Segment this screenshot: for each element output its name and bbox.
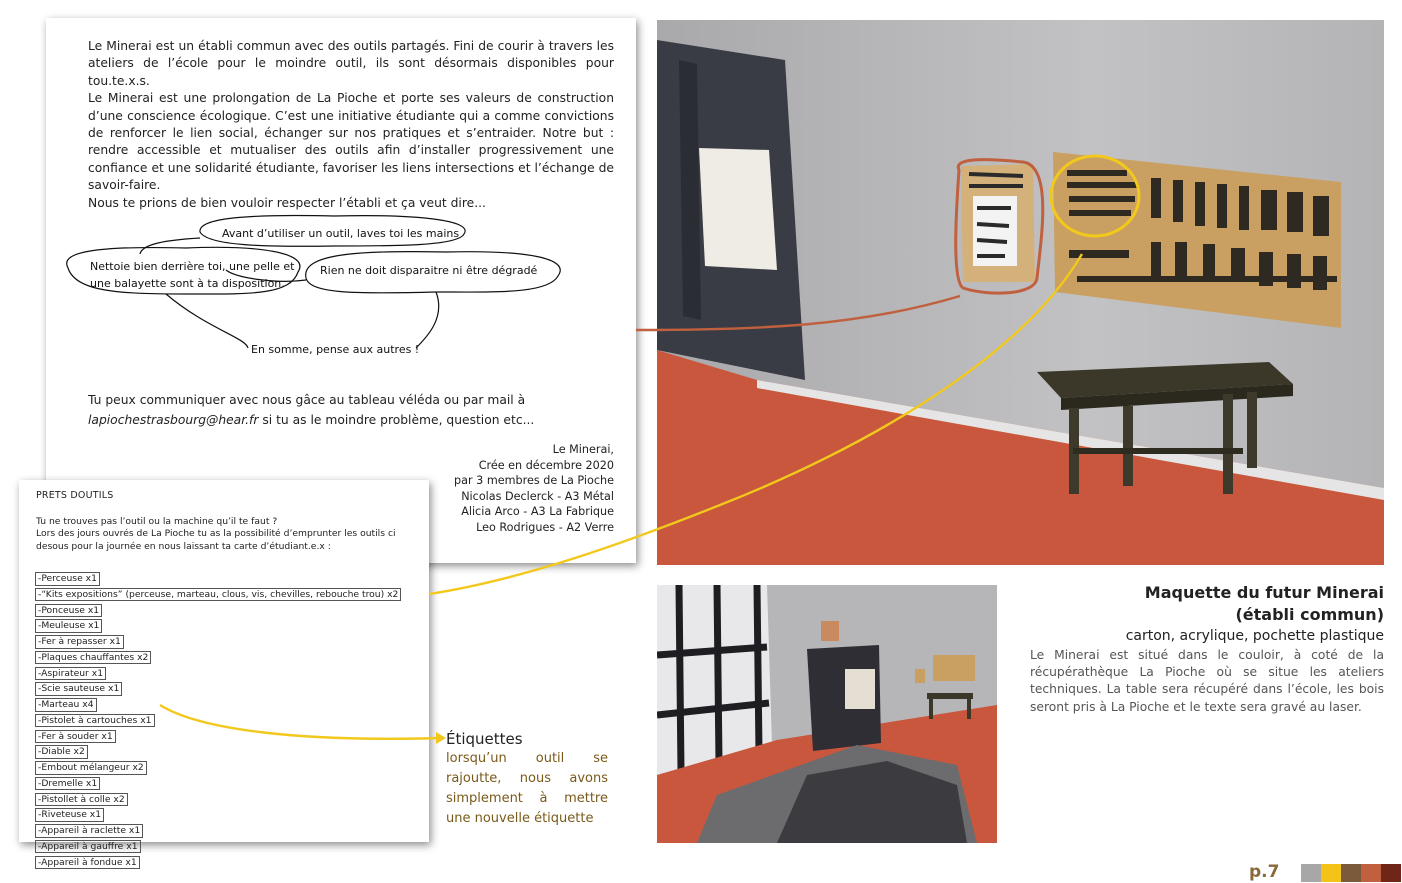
- caption-title-line-2: (établi commun): [1235, 605, 1384, 624]
- corridor-scene-illustration: [657, 585, 997, 843]
- labels-note-title: Étiquettes: [446, 730, 523, 748]
- letter-paragraph-2: Le Minerai est une prolongation de La Pioche et porte ses valeurs de construction d’une conscience écologique. C’est une initiative étudiante qui a comme convictions de renforcer le lien social, échanger sur nos pratiques et s’entraider. Notre but : rendre accessible et mutualiser des outils afin d’installer progressivement une confiance et une solidarité étudiante, favoriser les liens intersections et l’échange de savoir-faire.: [88, 91, 614, 193]
- bubble-clean-text-1: Nettoie bien derrière toi, une pelle et: [90, 260, 295, 273]
- letter-paragraph-3: Nous te prions de bien vouloir respecter l’établi et ça veut dire...: [88, 195, 486, 210]
- tool-label: -Fer à repasser x1: [35, 635, 124, 649]
- bubble-no-damage-text: Rien ne doit disparaitre ni être dégradé: [320, 264, 538, 277]
- signature-line: Leo Rodrigues - A2 Verre: [476, 520, 614, 534]
- swatch-grey: [1301, 864, 1321, 882]
- tool-label: -Perceuse x1: [35, 572, 100, 586]
- contact-email: lapiochestrasbourg@hear.fr: [88, 413, 259, 427]
- caption-title-line-1: Maquette du futur Minerai: [1144, 583, 1384, 602]
- tool-label: -Embout mélangeur x2: [35, 761, 147, 775]
- signature-line: Crée en décembre 2020: [478, 458, 614, 472]
- tool-label: -Plaques chauffantes x2: [35, 651, 151, 665]
- bubble-wash-hands-text: Avant d’utiliser un outil, laves toi les mains: [222, 227, 460, 240]
- tool-label: -Riveteuse x1: [35, 808, 104, 822]
- model-photo-main: [657, 20, 1384, 565]
- signature-line: Alicia Arco - A3 La Fabrique: [461, 505, 614, 519]
- swatch-brown: [1341, 864, 1361, 882]
- tool-loans-card: [19, 480, 429, 868]
- tool-label: -Fer à souder x1: [35, 730, 116, 744]
- tool-label: -Ponceuse x1: [35, 604, 102, 618]
- loans-intro: [36, 516, 421, 553]
- tool-label: -Pistolet à cartouches x1: [35, 714, 155, 728]
- signature-line: Le Minerai,: [552, 443, 614, 456]
- tool-label: -Diable x2: [35, 745, 88, 759]
- bubble-clean-text-2: une balayette sont à ta disposition.: [90, 277, 285, 290]
- signature-line: Nicolas Declerck - A3 Métal: [461, 489, 614, 503]
- tool-label-list: [35, 572, 401, 871]
- contact-line-2: si tu as le moindre problème, question etc...: [258, 413, 535, 427]
- bubble-summary-text: En somme, pense aux autres !: [251, 343, 420, 356]
- speech-bubbles: [46, 18, 636, 378]
- contact-text: [88, 390, 618, 430]
- tool-label: -Appareil à gauffre x1: [35, 840, 141, 854]
- tool-label: -Dremelle x1: [35, 777, 100, 791]
- letter-paragraph-1: Le Minerai est un établi commun avec des outils partagés. Fini de courir à travers les ateliers de l’école pour le moindre outil, ils sont désormais disponibles pour tou.te.x.s.: [88, 39, 614, 88]
- tool-label: -Meuleuse x1: [35, 619, 102, 633]
- caption-materials: carton, acrylique, pochette plastique: [1125, 628, 1384, 644]
- signature-line: par 3 membres de La Pioche: [454, 474, 614, 488]
- labels-note-text: lorsqu’un outil se rajoutte, nous avons simplement à mettre une nouvelle étiquette: [446, 751, 608, 826]
- tool-label: -Appareil à raclette x1: [35, 824, 143, 838]
- tool-label: -Aspirateur x1: [35, 667, 106, 681]
- color-swatches: [1301, 864, 1401, 882]
- tool-label: -Scie sauteuse x1: [35, 682, 122, 696]
- door-sign: [699, 148, 777, 270]
- labels-note: [446, 729, 608, 829]
- swatch-yellow: [1321, 864, 1341, 882]
- loans-intro-line-2: Lors des jours ouvrés de La Pioche tu as la possibilité d’emprunter les outils ci desous pour la journée en nous laissant ta carte d’étudiant.e.x :: [36, 528, 396, 552]
- signature: [454, 442, 614, 536]
- model-caption: [1030, 582, 1384, 716]
- swatch-dark-red: [1381, 864, 1401, 882]
- model-scene-illustration: [657, 20, 1384, 565]
- tool-label: -Marteau x4: [35, 698, 97, 712]
- contact-line-1: Tu peux communiquer avec nous gâce au tableau véléda ou par mail à: [88, 393, 526, 407]
- tool-label: -“Kits expositions” (perceuse, marteau, clous, vis, chevilles, rebouche trou) x2: [35, 588, 401, 602]
- arrow-head: [436, 732, 446, 744]
- swatch-orange: [1361, 864, 1381, 882]
- caption-description: Le Minerai est situé dans le couloir, à coté de la récupérathèque La Pioche où se situe les ateliers techniques. La table sera récupéré dans l’école, les bois seront pris à La Pioche et le texte sera gravé au laser.: [1030, 648, 1384, 714]
- tool-label: -Appareil à fondue x1: [35, 856, 140, 870]
- tool-label: -Pistollet à colle x2: [35, 793, 128, 807]
- loans-heading: PRETS DOUTILS: [36, 490, 114, 501]
- model-photo-small: [657, 585, 997, 843]
- page-number: p.7: [1249, 862, 1280, 882]
- loans-intro-line-1: Tu ne trouves pas l’outil ou la machine qu’il te faut ?: [36, 516, 278, 527]
